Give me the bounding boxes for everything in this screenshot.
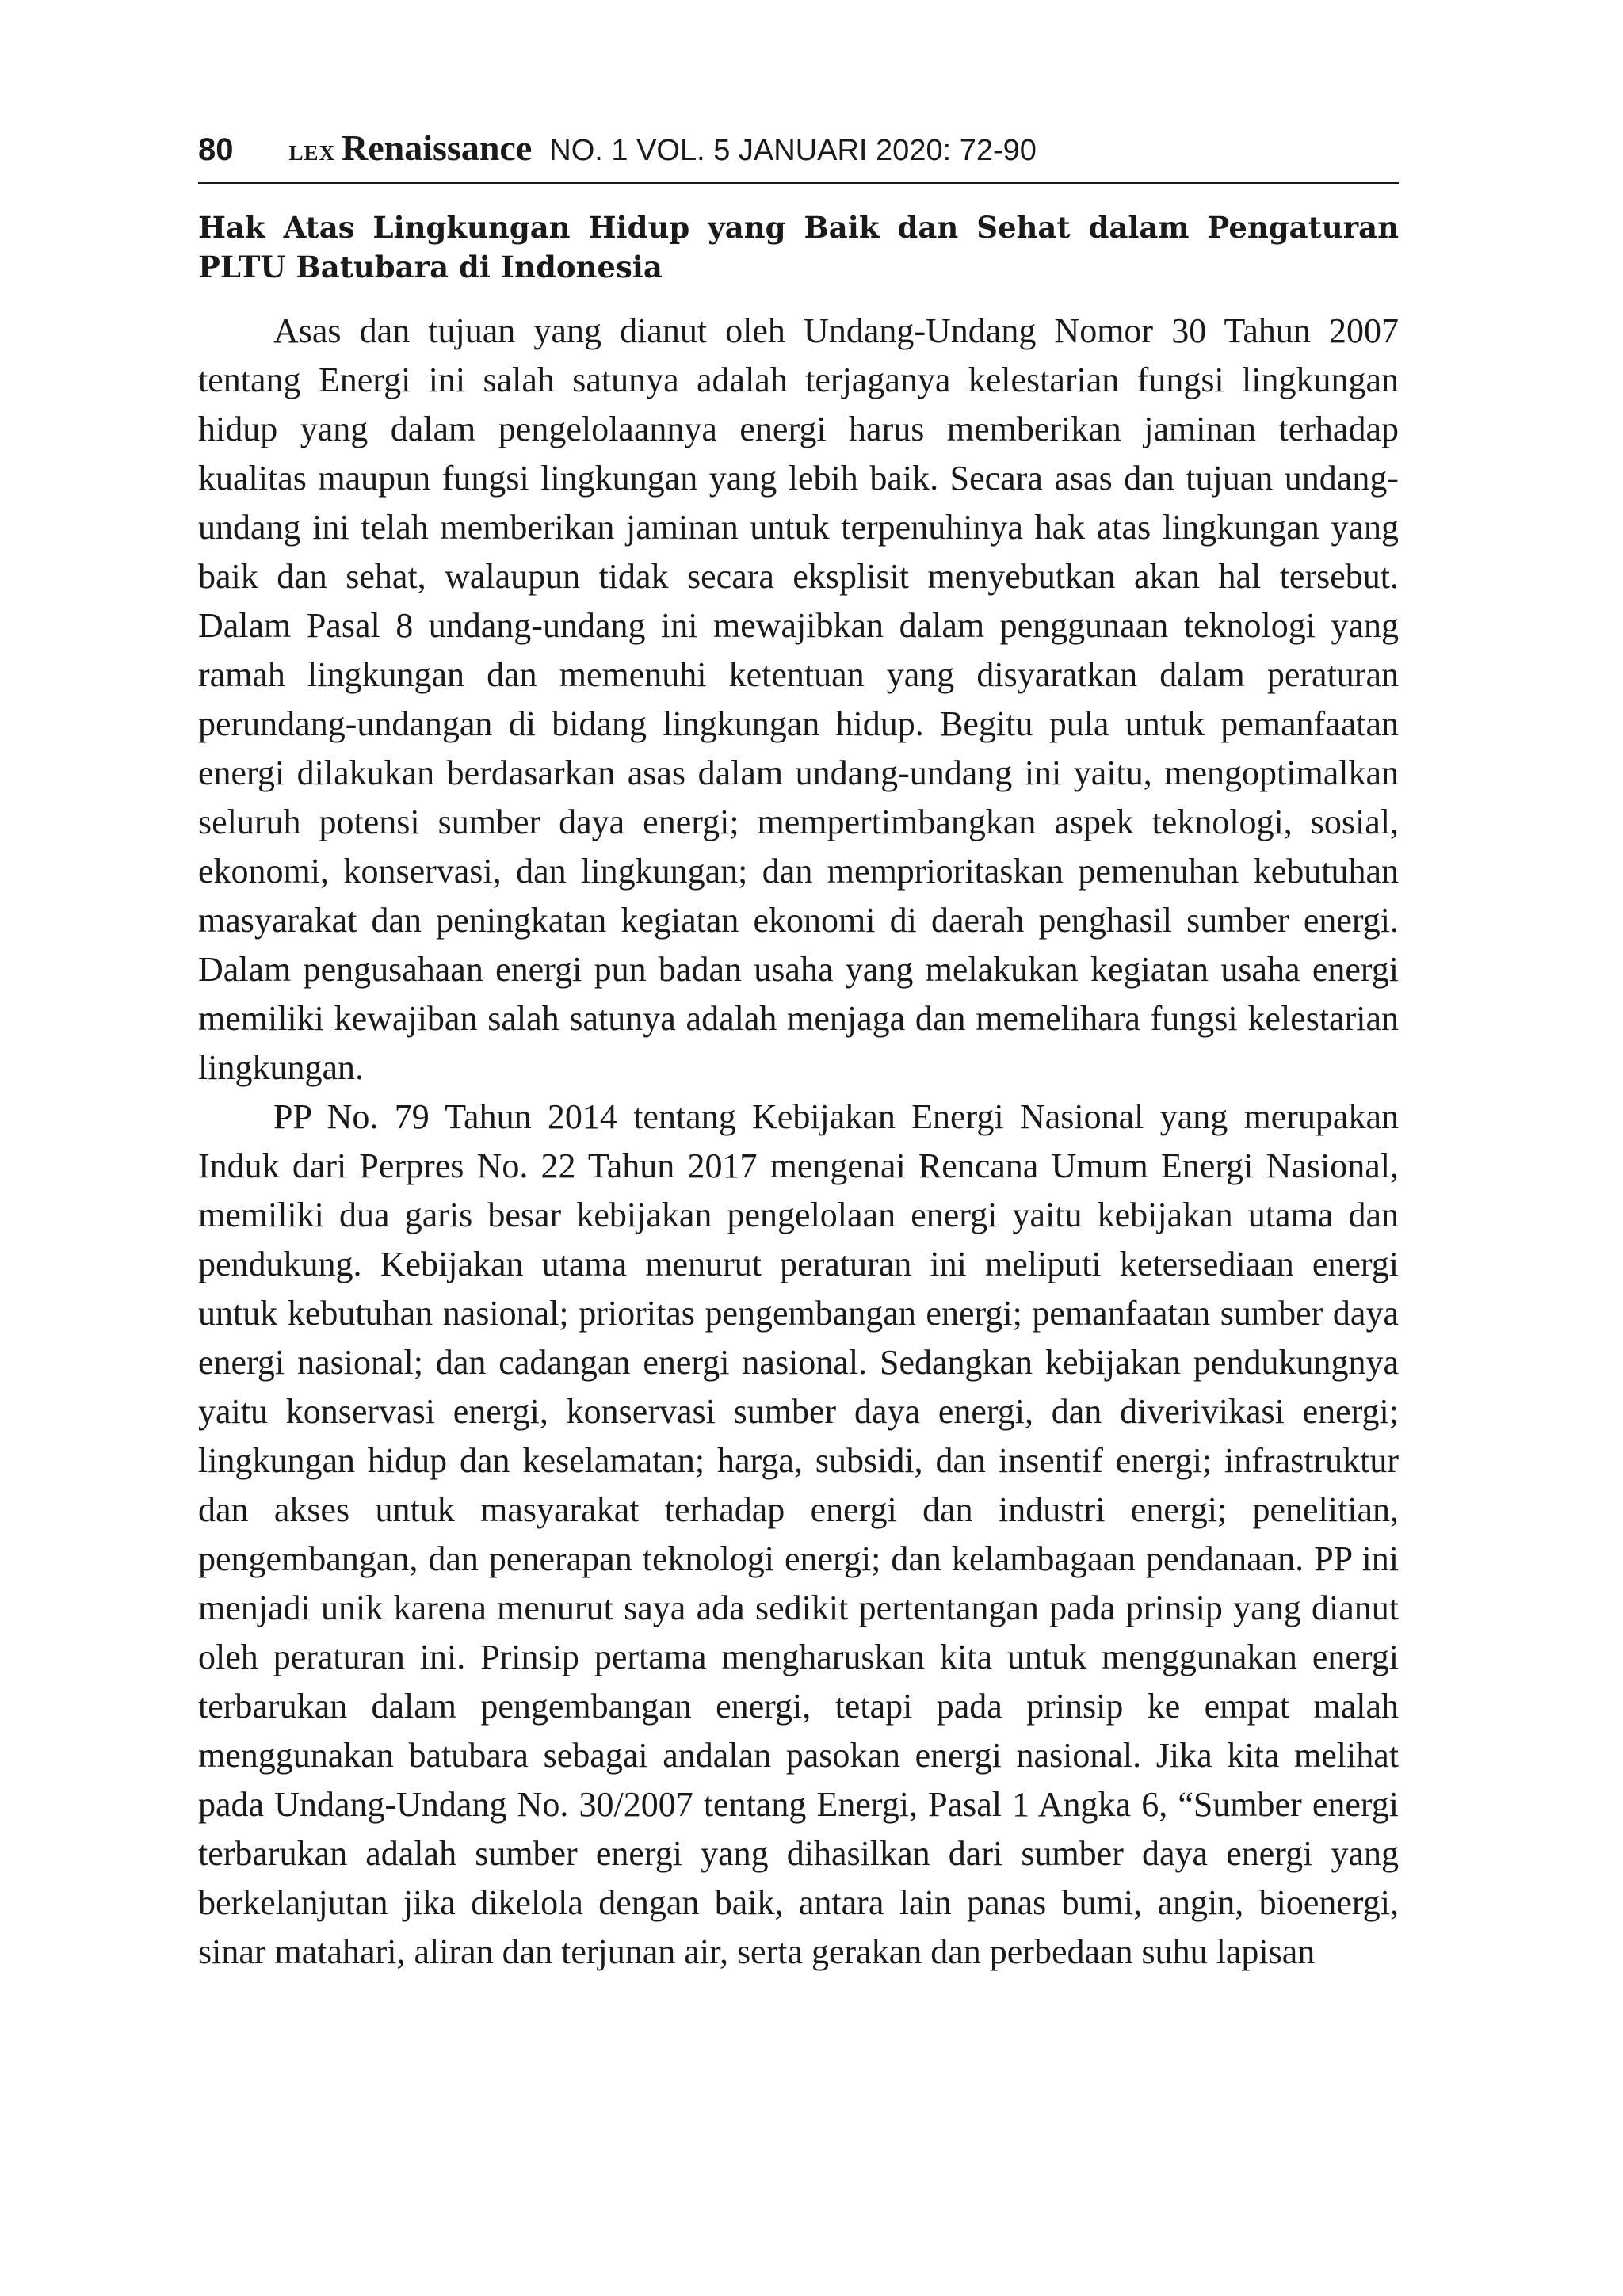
running-header bbox=[198, 127, 1399, 184]
body-paragraph: Asas dan tujuan yang dianut oleh Undang-Undang Nomor 30 Tahun 2007 tentang Energi ini salah satunya adalah terjaganya kelestarian fungsi lingkungan hidup yang dalam pengelolaannya energi harus memberikan jaminan terhadap kualitas maupun fungsi lingkungan yang lebih baik. Secara asas dan tujuan undang-undang ini telah memberikan jaminan untuk terpenuhinya hak atas lingkungan yang baik dan sehat, walaupun tidak secara eksplisit menyebutkan akan hal tersebut. Dalam Pasal 8 undang-undang ini mewajibkan dalam penggunaan teknologi yang ramah lingkungan dan memenuhi ketentuan yang disyaratkan dalam peraturan perundang-undangan di bidang lingkungan hidup. Begitu pula untuk pemanfaatan energi dilakukan berdasarkan asas dalam undang-undang ini yaitu, mengoptimalkan seluruh potensi sumber daya energi; mempertimbangkan aspek teknologi, sosial, ekonomi, konservasi, dan lingkungan; dan memprioritaskan pemenuhan kebutuhan masyarakat dan peningkatan kegiatan ekonomi di daerah penghasil sumber energi. Dalam pengusahaan energi pun badan usaha yang melakukan kegiatan usaha energi memiliki kewajiban salah satunya adalah menjaga dan memelihara fungsi kelestarian lingkungan. bbox=[198, 311, 1399, 1087]
body-paragraph: PP No. 79 Tahun 2014 tentang Kebijakan Energi Nasional yang merupakan Induk dari Perpres No. 22 Tahun 2017 mengenai Rencana Umum Energi Nasional, memiliki dua garis besar kebijakan pengelolaan energi yaitu kebijakan utama dan pendukung. Kebijakan utama menurut peraturan ini meliputi ketersediaan energi untuk kebutuhan nasional; prioritas pengembangan energi; pemanfaatan sumber daya energi nasional; dan cadangan energi nasional. Sedangkan kebijakan pendukungnya yaitu konservasi energi, konservasi sumber daya energi, dan diverivikasi energi; lingkungan hidup dan keselamatan; harga, subsidi, dan insentif energi; infrastruktur dan akses untuk masyarakat terhadap energi dan industri energi; penelitian, pengembangan, dan penerapan teknologi energi; dan kelambagaan pendanaan. PP ini menjadi unik karena menurut saya ada sedikit pertentangan pada prinsip yang dianut oleh peraturan ini. Prinsip pertama mengharuskan kita untuk menggunakan energi terbarukan dalam pengembangan energi, tetapi pada prinsip ke empat malah menggunakan batubara sebagai andalan pasokan energi nasional. Jika kita melihat pada Undang-Undang No. 30/2007 tentang Energi, Pasal 1 Angka 6, “Sumber energi terbarukan adalah sumber energi yang dihasilkan dari sumber daya energi yang berkelanjutan jika dikelola dengan baik, antara lain panas bumi, angin, bioenergi, sinar matahari, aliran dan terjunan air, serta gerakan dan perbedaan suhu lapisan bbox=[198, 1097, 1399, 1971]
journal-name: Renaissance bbox=[342, 128, 533, 168]
page-number: 80 bbox=[198, 132, 234, 167]
journal-prefix: LEX bbox=[288, 141, 336, 165]
document-page bbox=[198, 127, 1399, 1977]
issue-info: NO. 1 VOL. 5 JANUARI 2020: 72-90 bbox=[549, 134, 1037, 167]
section-heading: Hak Atas Lingkungan Hidup yang Baik dan Sehat dalam Pengaturan PLTU Batubara di Indonesia bbox=[198, 210, 1399, 284]
